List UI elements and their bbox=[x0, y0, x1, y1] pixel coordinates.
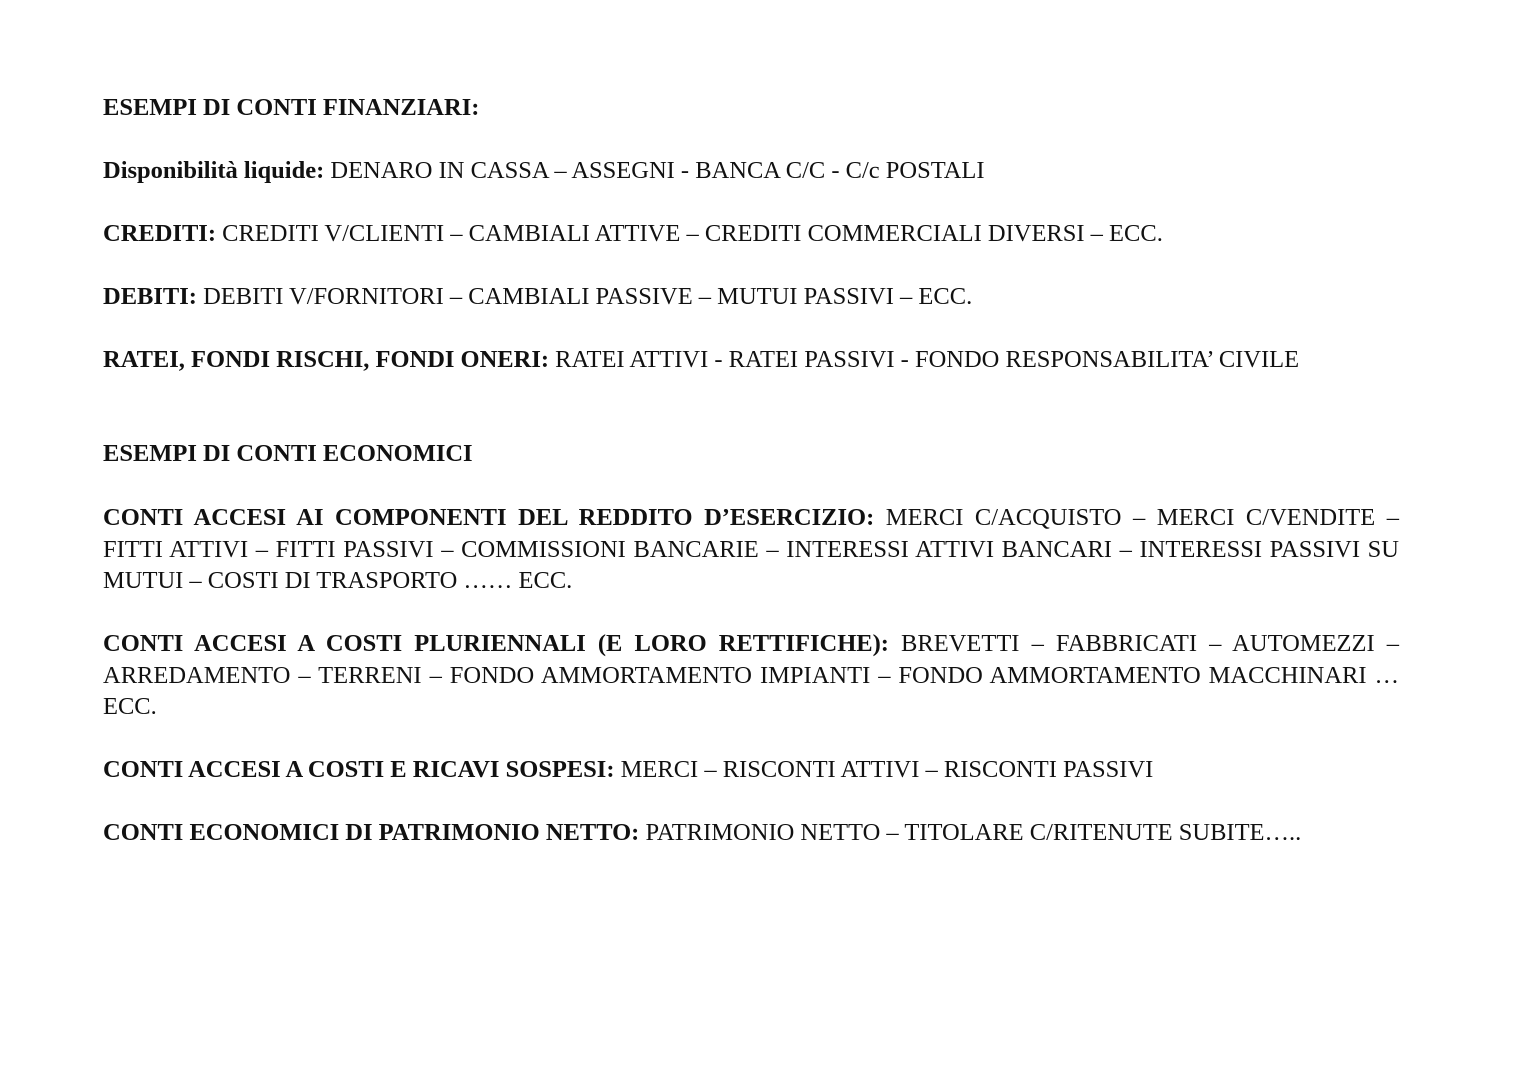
item-text: DENARO IN CASSA – ASSEGNI - BANCA C/C - C/c POSTALI bbox=[324, 157, 985, 184]
item-text: RATEI ATTIVI - RATEI PASSIVI - FONDO RESPONSABILITA’ CIVILE bbox=[549, 346, 1300, 373]
item-label: CONTI ECONOMICI DI PATRIMONIO NETTO: bbox=[103, 819, 640, 846]
item-text: MERCI C/ACQUISTO – MERCI C/VENDITE – FITTI ATTIVI – FITTI PASSIVI – COMMISSIONI BANCARIE – INTERESSI ATTIVI BANCARI – INTERESSI PASSIVI SU MUTUI – COSTI DI TRASPORTO …… ECC. bbox=[103, 504, 1399, 594]
economic-item-net-equity bbox=[103, 817, 1301, 849]
item-text: DEBITI V/FORNITORI – CAMBIALI PASSIVE – MUTUI PASSIVI – ECC. bbox=[196, 283, 973, 310]
financial-item-credits bbox=[103, 218, 1163, 250]
item-label: RATEI, FONDI RISCHI, FONDI ONERI: bbox=[103, 346, 550, 373]
item-text: BREVETTI – FABBRICATI – AUTOMEZZI – ARREDAMENTO – TERRENI – FONDO AMMORTAMENTO IMPIANTI – FONDO AMMORTAMENTO MACCHINARI … ECC. bbox=[103, 630, 1399, 720]
financial-item-debts bbox=[103, 281, 972, 313]
economic-heading-text: ESEMPI DI CONTI ECONOMICI bbox=[103, 440, 473, 467]
item-label: CONTI ACCESI A COSTI E RICAVI SOSPESI: bbox=[103, 756, 615, 783]
item-text: MERCI – RISCONTI ATTIVI – RISCONTI PASSIVI bbox=[614, 756, 1154, 783]
item-label: DEBITI: bbox=[103, 283, 197, 310]
financial-item-accruals bbox=[103, 344, 1299, 376]
economic-item-income-components bbox=[103, 502, 1399, 597]
financial-heading bbox=[103, 92, 479, 124]
item-label: CONTI ACCESI A COSTI PLURIENNALI (E LORO RETTIFICHE): bbox=[103, 630, 889, 657]
item-label: CONTI ACCESI AI COMPONENTI DEL REDDITO D’ESERCIZIO: bbox=[103, 504, 875, 531]
item-label: CREDITI: bbox=[103, 220, 216, 247]
item-text: CREDITI V/CLIENTI – CAMBIALI ATTIVE – CREDITI COMMERCIALI DIVERSI – ECC. bbox=[216, 220, 1163, 247]
financial-item-liquidity bbox=[103, 155, 985, 187]
financial-heading-text: ESEMPI DI CONTI FINANZIARI: bbox=[103, 94, 480, 121]
item-text: PATRIMONIO NETTO – TITOLARE C/RITENUTE SUBITE….. bbox=[639, 819, 1302, 846]
economic-item-multiyear-costs bbox=[103, 628, 1399, 723]
item-label: Disponibilità liquide: bbox=[103, 157, 325, 184]
economic-heading bbox=[103, 438, 473, 470]
economic-item-suspended bbox=[103, 754, 1153, 786]
